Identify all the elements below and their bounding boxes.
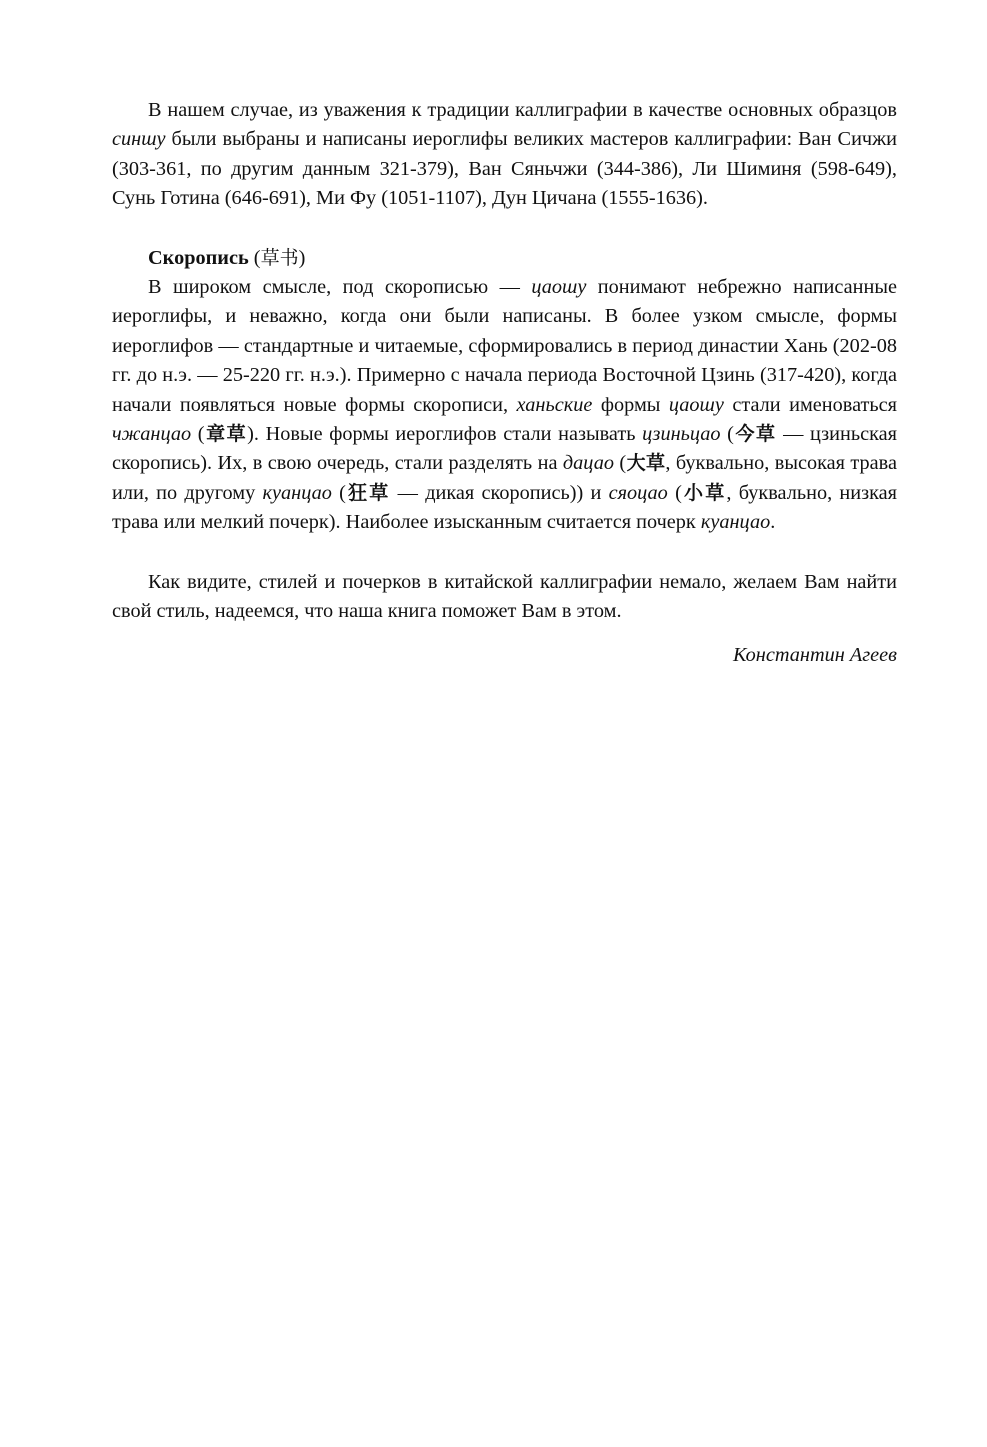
closing-paragraph: Как видите, стилей и почерков в китайской каллиграфии немало, желаем Вам найти свой стиль, надеемся, что наша книга поможет Вам в этом. bbox=[112, 570, 897, 623]
document-page bbox=[112, 96, 897, 670]
italic-term: ханьские bbox=[516, 393, 593, 416]
text-run: были выбраны и написаны иероглифы великих мастеров каллиграфии: Ван Сичжи (303-361, по другим данным 321-379), Ван Сяньчжи (344-386), Ли Шиминя (598-649), Сунь Готина (646-691), Ми Фу (1051-1107), Дун Цичана (1555-1636). bbox=[112, 128, 897, 210]
italic-term: куанцао bbox=[262, 481, 332, 504]
text-run: , буквально, низкая трава или мелкий почерк). Наиболее изысканным считается почерк bbox=[112, 481, 897, 534]
text-run: ( bbox=[667, 481, 682, 504]
italic-term: куанцао bbox=[700, 511, 771, 534]
text-run: ( bbox=[191, 423, 205, 446]
text-run: ( bbox=[720, 423, 734, 446]
text-run: В нашем случае, из уважения к традиции каллиграфии в качестве основных образцов bbox=[148, 99, 897, 121]
text-run: формы bbox=[592, 393, 669, 416]
paragraph-spacer bbox=[112, 627, 897, 641]
italic-term: цаошу bbox=[668, 393, 724, 416]
intro-paragraph bbox=[112, 96, 897, 214]
italic-term: чжанцао bbox=[112, 423, 192, 446]
text-run: В широком смысле, под скорописью — bbox=[148, 276, 532, 299]
cjk-term: 今草 bbox=[733, 423, 777, 446]
italic-term: сяоцао bbox=[608, 481, 668, 504]
text-run: . bbox=[770, 511, 776, 534]
italic-term: дацао bbox=[562, 452, 614, 475]
text-run: стали именоваться bbox=[723, 393, 897, 416]
cjk-term: 大草 bbox=[626, 452, 666, 475]
text-run: ( bbox=[613, 452, 627, 475]
text-run: , буквально, высокая трава или, по другому bbox=[112, 452, 897, 504]
cursive-script-paragraph bbox=[112, 273, 897, 538]
italic-term: цаошу bbox=[531, 276, 587, 299]
paragraph-spacer bbox=[112, 214, 897, 244]
section-title-cjk: 草书 bbox=[260, 246, 299, 269]
text-run: — дикая скоропись)) и bbox=[390, 481, 609, 504]
cjk-term: 小草 bbox=[681, 481, 727, 504]
section-heading: Скоропись (草书) bbox=[148, 246, 306, 269]
italic-term: цзиньцао bbox=[642, 423, 721, 446]
section-title: Скоропись bbox=[148, 246, 249, 269]
cjk-term: 狂草 bbox=[345, 481, 391, 504]
text-run: ( bbox=[331, 481, 346, 504]
author-signature: Константин Агеев bbox=[732, 643, 897, 666]
italic-term: синшу bbox=[112, 128, 166, 151]
text-run: — цзиньская скоропись). Их, в свою очередь, стали разделять на bbox=[112, 423, 897, 475]
text-run: понимают небрежно написанные иероглифы, и неважно, когда они были написаны. В более узком смысле, формы иероглифов — стандартные и читаемые, сформировались в период династии Хань (202-08 гг. до н.э. — 25-220 гг. н.э.). Примерно с начала периода Восточной Цзинь (317-420), когда начали появляться новые формы скорописи, bbox=[112, 276, 897, 416]
text-run: ). Новые формы иероглифов стали называть bbox=[247, 423, 643, 446]
paragraph-spacer bbox=[112, 538, 897, 568]
cjk-term: 章草 bbox=[204, 423, 248, 446]
